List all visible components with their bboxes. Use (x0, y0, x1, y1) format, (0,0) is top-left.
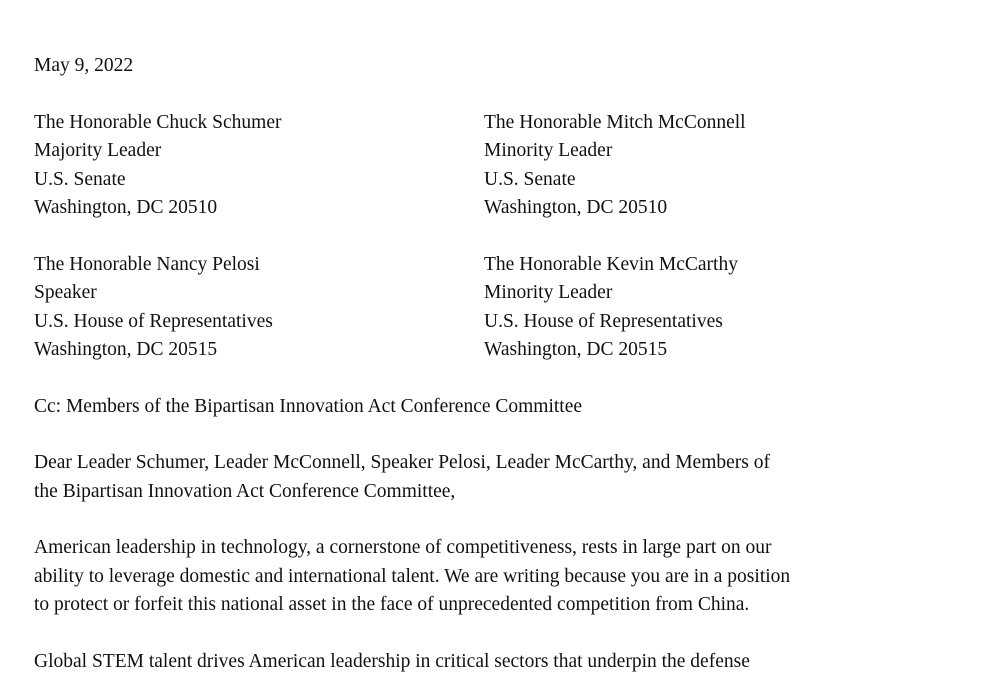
addressee-city: Washington, DC 20510 (34, 194, 484, 223)
addressee-row-house (34, 251, 934, 365)
addressee-mccarthy (484, 251, 934, 365)
addressee-name: The Honorable Chuck Schumer (34, 109, 484, 138)
addressee-schumer (34, 109, 484, 223)
addressee-name: The Honorable Kevin McCarthy (484, 251, 934, 280)
addressee-org: U.S. House of Representatives (34, 308, 484, 337)
addressee-org: U.S. Senate (34, 166, 484, 195)
paragraph-line: American leadership in technology, a cornerstone of competitiveness, rests in large part on our (34, 534, 934, 563)
addressee-title: Speaker (34, 279, 484, 308)
body-paragraph-2 (34, 648, 934, 676)
addressee-city: Washington, DC 20515 (484, 336, 934, 365)
addressee-name: The Honorable Nancy Pelosi (34, 251, 484, 280)
paragraph-line: to protect or forfeit this national asset in the face of unprecedented competition from China. (34, 591, 934, 620)
paragraph-line: ability to leverage domestic and international talent. We are writing because you are in a position (34, 563, 934, 592)
addressee-pelosi (34, 251, 484, 365)
addressee-title: Minority Leader (484, 279, 934, 308)
letter-document (34, 52, 934, 676)
addressee-org: U.S. House of Representatives (484, 308, 934, 337)
salutation-line: the Bipartisan Innovation Act Conference Committee, (34, 478, 934, 507)
addressee-org: U.S. Senate (484, 166, 934, 195)
body-paragraph-1 (34, 534, 934, 620)
addressee-row-senate (34, 109, 934, 223)
addressee-title: Minority Leader (484, 137, 934, 166)
addressee-mcconnell (484, 109, 934, 223)
salutation-line: Dear Leader Schumer, Leader McConnell, Speaker Pelosi, Leader McCarthy, and Members of (34, 449, 934, 478)
addressee-title: Majority Leader (34, 137, 484, 166)
salutation (34, 449, 934, 506)
addressee-city: Washington, DC 20510 (484, 194, 934, 223)
letter-date: May 9, 2022 (34, 52, 934, 81)
cc-line: Cc: Members of the Bipartisan Innovation Act Conference Committee (34, 393, 934, 422)
addressee-city: Washington, DC 20515 (34, 336, 484, 365)
addressee-name: The Honorable Mitch McConnell (484, 109, 934, 138)
paragraph-line: Global STEM talent drives American leadership in critical sectors that underpin the defense (34, 648, 934, 676)
